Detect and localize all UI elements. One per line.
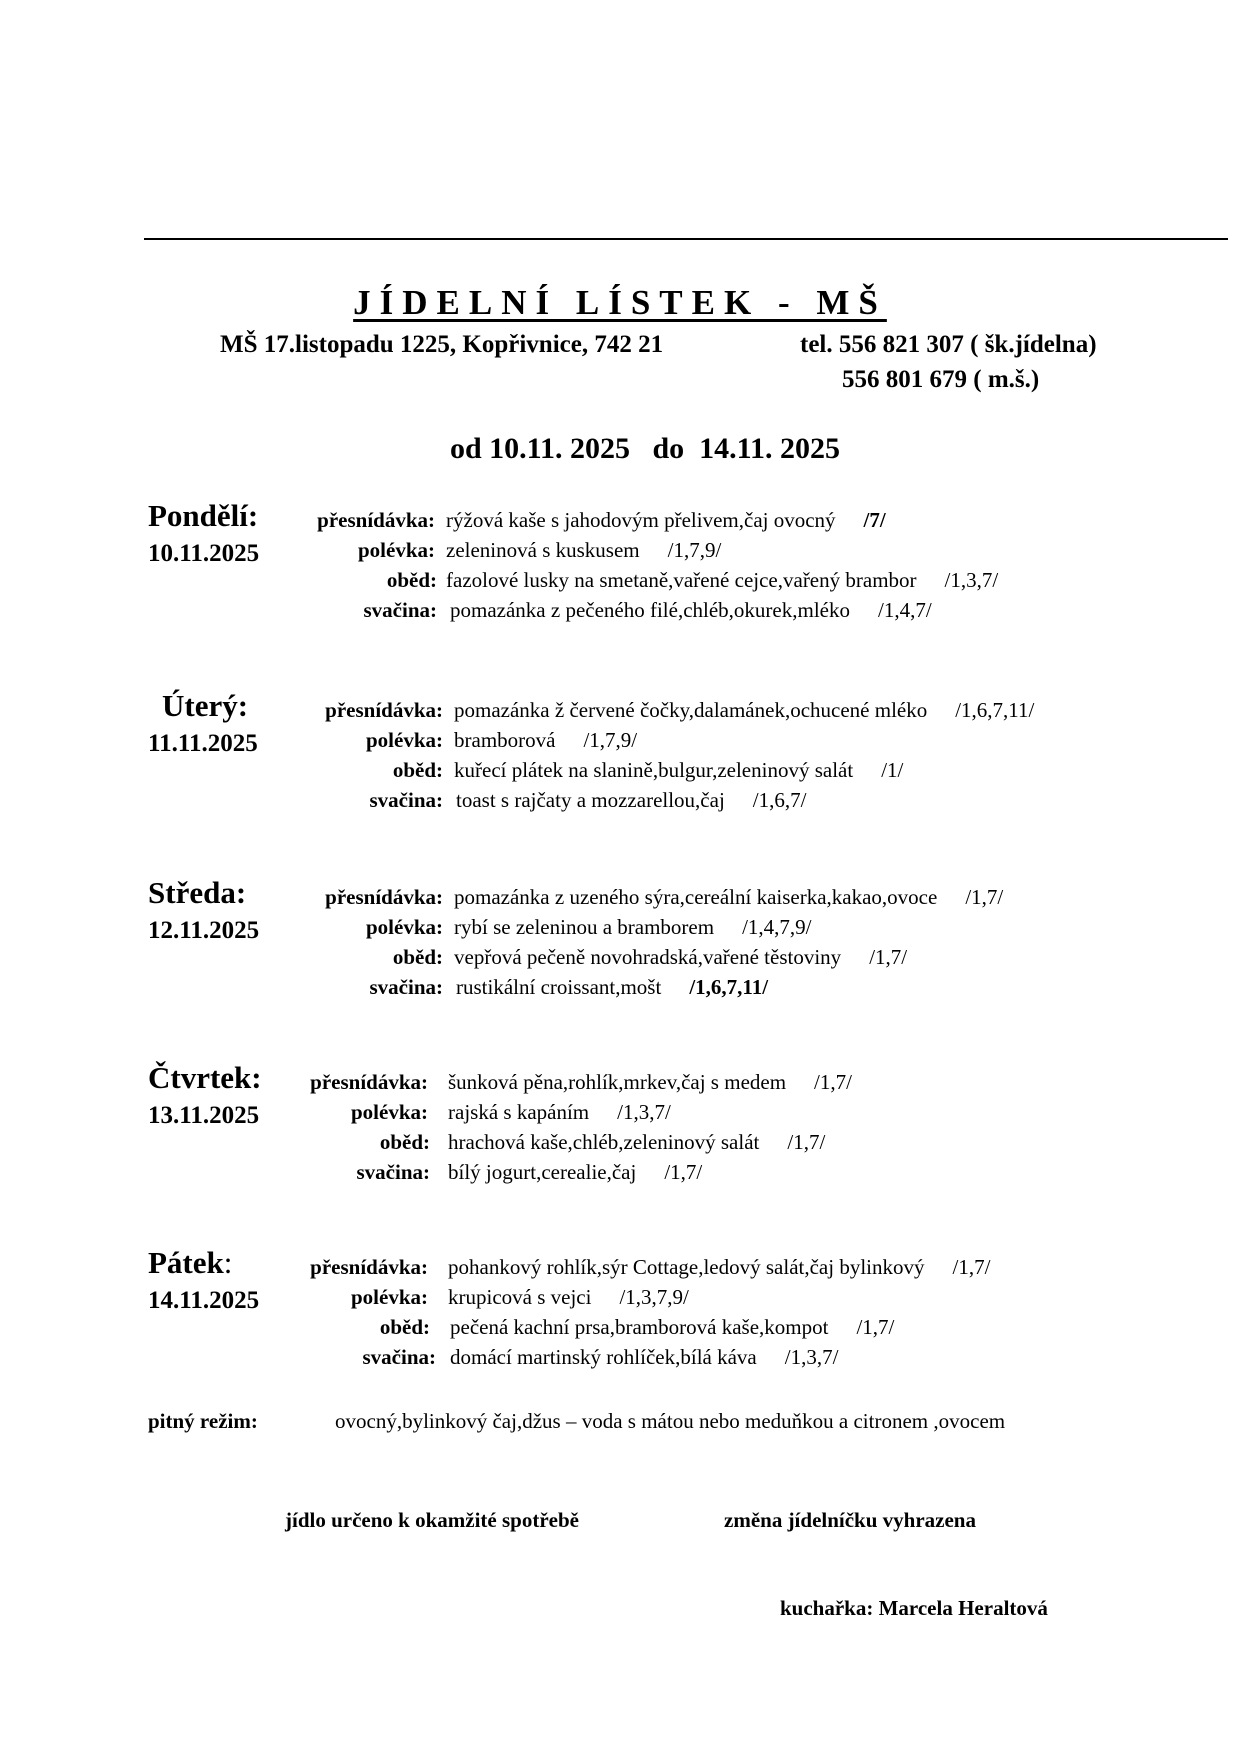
meal-label: svačina:	[356, 1160, 430, 1184]
meal-food: pečená kachní prsa,bramborová kaše,kompot	[450, 1315, 829, 1339]
day-name	[148, 1245, 232, 1281]
meal-food: zeleninová s kuskusem	[446, 538, 640, 562]
meal-label: svačina:	[369, 975, 443, 999]
meal-item	[446, 538, 721, 563]
meal-label: polévka:	[357, 538, 435, 562]
meal-allergens: /1,4,7/	[877, 598, 932, 622]
top-rule	[144, 238, 1228, 240]
meal-food: pomazánka ž červené čočky,dalamánek,ochucené mléko	[454, 698, 928, 722]
day-date: 10.11.2025	[148, 540, 260, 567]
drinks-text: ovocný,bylinkový čaj,džus – voda s mátou nebo meduňkou a citronem ,ovocem	[335, 1409, 1006, 1433]
meal-allergens: /1,7/	[664, 1160, 703, 1184]
meal-label: přesnídávka:	[317, 508, 435, 532]
meal-label: přesnídávka:	[325, 885, 443, 909]
meal-allergens: /1,7,9/	[667, 538, 722, 562]
meal-allergens: /1,7/	[965, 885, 1004, 909]
meal-item	[450, 598, 932, 623]
meal-food: bílý jogurt,cerealie,čaj	[448, 1160, 637, 1184]
meal-allergens: /1,7/	[814, 1070, 852, 1094]
meal-food: rajská s kapáním	[448, 1100, 590, 1124]
meal-label: svačina:	[362, 1345, 436, 1369]
meal-allergens: /1,3,7,9/	[619, 1285, 689, 1309]
meal-item	[454, 915, 812, 940]
day-name	[148, 1060, 262, 1096]
meal-label: oběd:	[379, 1130, 430, 1154]
meal-allergens: /1,7/	[869, 945, 908, 969]
meal-allergens: /1,7/	[856, 1315, 895, 1339]
day-name-text: Pondělí:	[148, 498, 259, 533]
meal-food: rustikální croissant,mošt	[456, 975, 662, 999]
meal-allergens: /1,7/	[787, 1130, 826, 1154]
day-date: 12.11.2025	[148, 917, 260, 944]
day-name-text: Středa:	[148, 875, 247, 910]
meal-item	[456, 788, 806, 813]
school-address: MŠ 17.listopadu 1225, Kopřivnice, 742 21	[220, 331, 664, 358]
phone-kindergarten: 556 801 679 ( m.š.)	[842, 366, 1040, 393]
page-title: JÍDELNÍ LÍSTEK - MŠ	[353, 283, 887, 322]
meal-allergens: /1,4,7,9/	[742, 915, 812, 939]
meal-item	[448, 1285, 689, 1310]
meal-food: vepřová pečeně novohradská,vařené těstoviny	[454, 945, 842, 969]
meal-label: polévka:	[350, 1285, 428, 1309]
day-name-text: Úterý:	[162, 688, 249, 723]
meal-allergens: /1,6,7/	[752, 788, 807, 812]
day-name-text: Čtvrtek:	[148, 1060, 262, 1095]
meal-label: přesnídávka:	[310, 1070, 428, 1094]
meal-label: polévka:	[365, 915, 443, 939]
meal-food: hrachová kaše,chléb,zeleninový salát	[448, 1130, 760, 1154]
footer-note-immediate: jídlo určeno k okamžité spotřebě	[285, 1508, 579, 1532]
meal-allergens: /1,7/	[952, 1255, 991, 1279]
meal-item	[446, 568, 998, 593]
meal-food: pomazánka z uzeného sýra,cereální kaiserka,kakao,ovoce	[454, 885, 938, 909]
meal-item	[448, 1070, 852, 1095]
phone-canteen: tel. 556 821 307 ( šk.jídelna)	[800, 331, 1097, 358]
meal-food: fazolové lusky na smetaně,vařené cejce,vařený brambor	[446, 568, 917, 592]
meal-food: pohankový rohlík,sýr Cottage,ledový salát,čaj bylinkový	[448, 1255, 925, 1279]
meal-item	[454, 728, 637, 753]
meal-item	[456, 975, 768, 1000]
cook-name: kuchařka: Marcela Heraltová	[780, 1596, 1048, 1620]
meal-allergens: /1/	[881, 758, 904, 782]
meal-item	[454, 945, 907, 970]
meal-allergens: /1,3,7/	[617, 1100, 671, 1124]
meal-food: kuřecí plátek na slanině,bulgur,zeleninový salát	[454, 758, 854, 782]
meal-label: svačina:	[369, 788, 443, 812]
meal-item	[448, 1255, 990, 1280]
day-date: 13.11.2025	[148, 1102, 260, 1129]
day-date: 11.11.2025	[148, 730, 258, 757]
meal-item	[448, 1100, 671, 1125]
meal-food: bramborová	[454, 728, 556, 752]
day-name	[148, 498, 258, 534]
meal-item	[454, 758, 903, 783]
meal-allergens: /1,6,7,11/	[955, 698, 1035, 722]
meal-label: oběd:	[379, 1315, 430, 1339]
meal-food: šunková pěna,rohlík,mrkev,čaj s medem	[448, 1070, 787, 1094]
meal-item	[448, 1160, 702, 1185]
meal-item	[454, 698, 1034, 723]
meal-food: rýžová kaše s jahodovým přelivem,čaj ovocný	[446, 508, 836, 532]
meal-allergens: /1,3,7/	[784, 1345, 839, 1369]
meal-food: toast s rajčaty a mozzarellou,čaj	[456, 788, 725, 812]
meal-food: domácí martinský rohlíček,bílá káva	[450, 1345, 757, 1369]
drinks-label: pitný režim:	[148, 1409, 258, 1433]
meal-allergens: /1,7,9/	[583, 728, 638, 752]
meal-food: rybí se zeleninou a bramborem	[454, 915, 715, 939]
day-name-text: Pátek	[148, 1245, 224, 1280]
day-date: 14.11.2025	[148, 1287, 260, 1314]
day-name	[148, 875, 246, 911]
meal-food: pomazánka z pečeného filé,chléb,okurek,mléko	[450, 598, 850, 622]
meal-allergens: /7/	[863, 508, 886, 532]
meal-label: oběd:	[392, 758, 443, 782]
meal-allergens: /1,6,7,11/	[689, 975, 769, 999]
meal-item	[448, 1130, 825, 1155]
meal-label: svačina:	[363, 598, 437, 622]
meal-item	[446, 508, 886, 533]
meal-item	[450, 1315, 894, 1340]
day-name	[162, 688, 248, 724]
meal-label: oběd:	[386, 568, 437, 592]
day-name-colon: :	[223, 1245, 233, 1280]
meal-label: oběd:	[392, 945, 443, 969]
meal-label: polévka:	[365, 728, 443, 752]
meal-item	[450, 1345, 838, 1370]
meal-item	[454, 885, 1003, 910]
meal-label: polévka:	[350, 1100, 428, 1124]
meal-label: přesnídávka:	[325, 698, 443, 722]
footer-note-changes: změna jídelníčku vyhrazena	[724, 1508, 976, 1532]
meal-food: krupicová s vejci	[448, 1285, 592, 1309]
menu-period: od 10.11. 2025 do 14.11. 2025	[449, 432, 841, 465]
meal-allergens: /1,3,7/	[944, 568, 999, 592]
meal-label: přesnídávka:	[310, 1255, 428, 1279]
